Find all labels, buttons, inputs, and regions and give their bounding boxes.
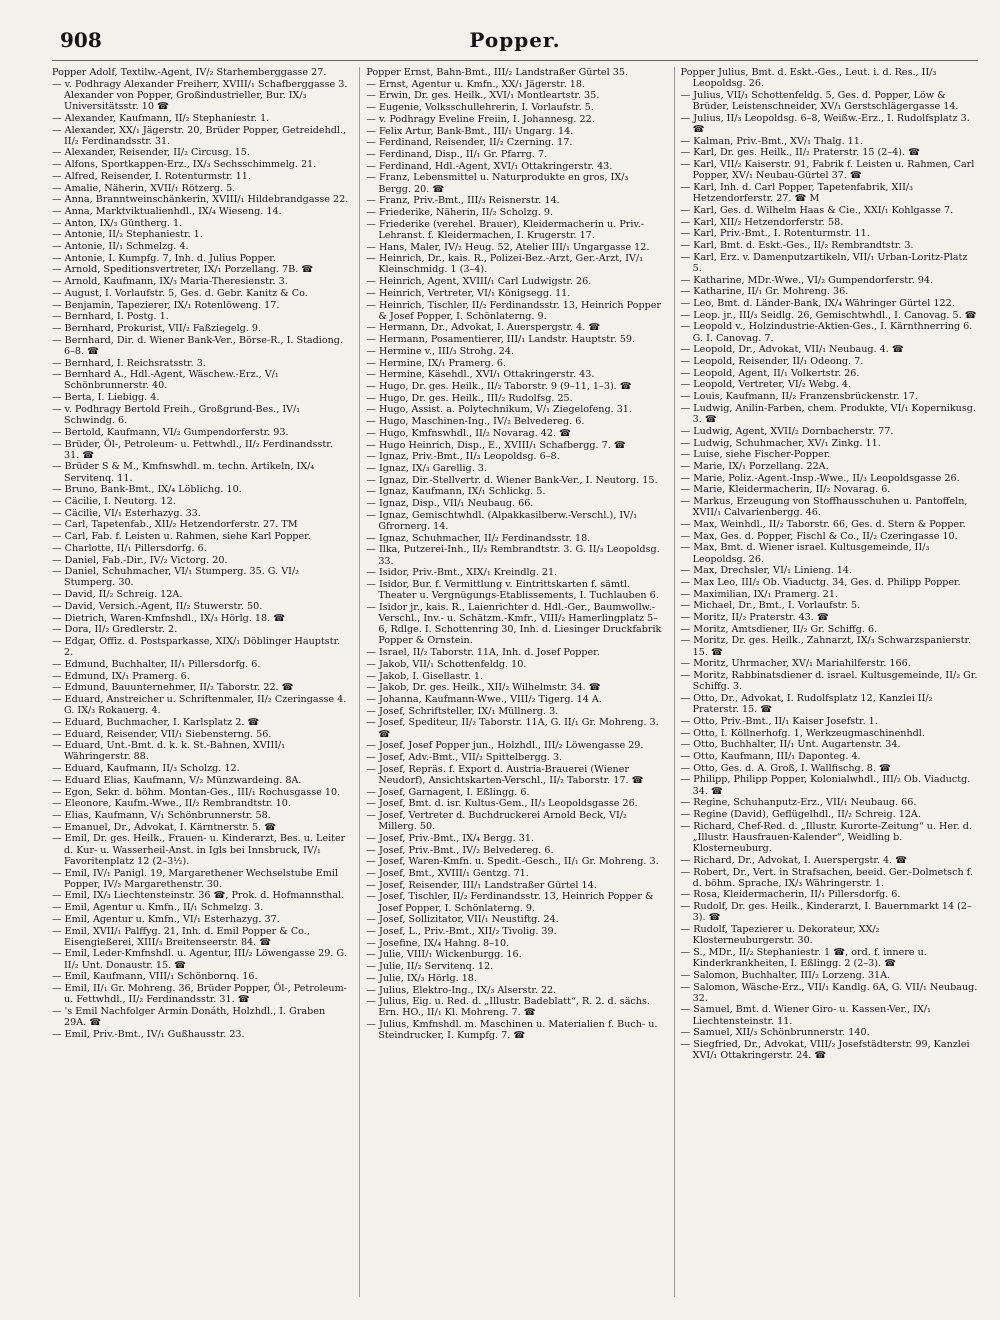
directory-entry: — S., MDr., II/₂ Stephaniestr. 1 ☎, ord. f. innere u. Kinderkrankheiten, I. Eßlingg. 2 (2–3). ☎ — [680, 946, 927, 970]
directory-entry: — Max, Bmt. d. Wiener israel. Kultusgemeinde, II/₃ Leopoldsg. 26. — [680, 542, 930, 565]
directory-entry: — Ludwig, Anilin-Farben, chem. Produkte, VI/₁ Kopernikusg. 3. ☎ — [680, 402, 976, 426]
directory-entry: — Julius, Kmfnshdl. m. Maschinen u. Materialien f. Buch- u. Steindrucker, I. Kumpfg. 7. ☎ — [366, 1019, 658, 1042]
column-left — [52, 67, 349, 1297]
column-right — [674, 67, 978, 1297]
directory-entry: — Jakob, I. Gisellastr. 1. — [366, 670, 484, 682]
directory-entry: — v. Podhragy Alexander Freiherr, XVIII/₁ Schafberggasse 3. Alexander von Popper, Großindustrieller, Bur. IX/₃ Universitätsstr. 10 ☎ — [52, 78, 348, 113]
directory-entry: Popper Ernst, Bahn-Bmt., III/₂ Landstraßer Gürtel 35. — [366, 67, 628, 78]
directory-entry: — Otto, Kaufmann, III/₁ Daponteg. 4. — [680, 750, 861, 762]
directory-entry: — Julius, Elektro-Ing., IX/₃ Alserstr. 22. — [366, 984, 557, 996]
directory-entry: — Katharine, II/₁ Gr. Mohreng. 36. — [680, 286, 849, 298]
directory-entry: — Bernhard, I. Reichsratsstr. 3. — [52, 357, 206, 369]
directory-entry: — Rosa, Kleidermacherin, II/₁ Pillersdorfg. 6. — [680, 889, 901, 901]
directory-entry: — Ignaz, Disp., VII/₁ Neubaug. 66. — [366, 498, 534, 510]
directory-entry: — Josef, Priv.-Bmt., IV/₂ Belvedereg. 6. — [366, 844, 554, 856]
directory-entry: — Elias, Kaufmann, V/₁ Schönbrunnerstr. 58. — [52, 810, 271, 821]
directory-entry: — Emil, Priv.-Bmt., IV/₁ Gußhausstr. 23. — [52, 1028, 245, 1040]
directory-entry: — Antonie, I. Kumpfg. 7, Inh. d. Julius Popper. — [52, 252, 276, 264]
directory-entry: — Bernhard, Dir. d. Wiener Bank-Ver., Börse-R., I. Stadiong. 6–8. ☎ — [52, 334, 343, 357]
directory-entry: — Josef, Schriftsteller, IX/₁ Müllnerg. 3. — [366, 705, 559, 717]
directory-entry: — Max, Ges. d. Popper, Fischl & Co., II/₂ Czeringasse 10. — [680, 530, 958, 542]
directory-entry: — Erwin, Dr. ges. Heilk., XVI/₁ Montleartstr. 35. — [366, 90, 600, 102]
directory-entry: — v. Podhragy Bertold Freih., Großgrund-Bes., IV/₁ Schwindg. 6. — [52, 403, 301, 427]
directory-entry: — Hermine v., III/₃ Strohg. 24. — [366, 345, 515, 357]
directory-entry: — Otto, Ges. d. A. Groß, I. Wallfischg. 8. ☎ — [680, 762, 891, 774]
directory-entry: — Emil, II/₁ Gr. Mohreng. 36, Brüder Popper, Öl-, Petroleum- u. Fettwhdl., II/₂ Ferdinandsstr. 31. ☎ — [52, 983, 347, 1006]
directory-entry: — Moritz, Uhrmacher, XV/₁ Mariahilferstr. 166. — [680, 658, 911, 670]
directory-entry: — Arnold, Speditionsvertreter, IX/₁ Porzellang. 7B. ☎ — [52, 264, 314, 276]
directory-entry: — Karl, Ges. d. Wilhelm Haas & Cie., XXI/₁ Kohlgasse 7. — [680, 204, 954, 216]
directory-entry: — Max, Weinhdl., II/₂ Taborstr. 66, Ges. d. Stern & Popper. — [680, 518, 966, 530]
directory-entry: — Johanna, Kaufmann-Wwe., VIII/₂ Tigerg. 14 A. — [366, 693, 602, 705]
directory-entry: — Heinrich, Vertreter, VI/₁ Königsegg. 11. — [366, 287, 571, 299]
directory-entry: — Marie, Kleidermacherin, II/₂ Novarag. 6. — [680, 484, 891, 496]
directory-entry: — Josef, Vertreter d. Buchdruckerei Arnold Beck, VI/₂ Millerg. 50. — [366, 810, 627, 833]
directory-entry: — Heinrich, Agent, XVIII/₁ Carl Ludwigstr. 26. — [366, 276, 592, 288]
page-header — [52, 28, 978, 61]
directory-entry: — Ludwig, Agent, XVII/₂ Dornbacherstr. 77. — [680, 425, 894, 437]
directory-entry: — Richard, Chef-Red. d. „Illustr. Kurorte-Zeitung“ u. Her. d. „Illustr. Hausfrauen-Kalender“, Weidling b. Klosterneuburg. — [680, 820, 972, 855]
directory-entry: — Egon, Sekr. d. böhm. Montan-Ges., III/₁ Rochusgasse 10. — [52, 786, 341, 798]
directory-entry: — Josef, Sollizitator, VII/₁ Neustiftg. 24. — [366, 914, 559, 926]
directory-entry: — Josef, Repräs. f. Export d. Austria-Brauerei (Wiener Neudorf), Ansichtskarten-Verschl., II/₂ Taborstr. 17. ☎ — [366, 763, 644, 786]
directory-entry: — Louis, Kaufmann, II/₂ Franzensbrückenstr. 17. — [680, 391, 918, 403]
directory-entry: — David, Versich.-Agent, II/₂ Stuwerstr. 50. — [52, 600, 263, 612]
directory-entry: — Moritz, II/₂ Praterstr. 43. ☎ — [680, 612, 829, 624]
directory-entry: — Alfons, Sportkappen-Erz., IX/₃ Sechsschimmelg. 21. — [52, 159, 317, 171]
directory-entry: — Ferdinand, Reisender, II/₂ Czerning. 17. — [366, 137, 573, 149]
directory-entry: — Eugenie, Volksschullehrerin, I. Vorlaufstr. 5. — [366, 102, 594, 114]
directory-entry: — Arnold, Kaufmann, IX/₃ Maria-Theresienstr. 3. — [52, 276, 288, 288]
directory-entry: — Isidor jr., kais. R., Laienrichter d. Hdl.-Ger., Baumwollw.-Verschl., Inv.- u. Schätzm.-Kmfr., VIII/₂ Hamerlingplatz 5–6, Rdlge. I. Schottenring 30, Inh. d. Liesinger Druckfabrik Popper & Ornstein. — [366, 601, 662, 647]
directory-entry: — Bruno, Bank-Bmt., IX/₄ Löblichg. 10. — [52, 484, 242, 496]
directory-entry: — Philipp, Philipp Popper, Kolonialwhdl., III/₂ Ob. Viaductg. 34. ☎ — [680, 774, 971, 797]
directory-entry: — Leopold, Vertreter, VI/₂ Webg. 4. — [680, 379, 852, 391]
directory-entry: — Robert, Dr., Vert. in Strafsachen, beeid. Ger.-Dolmetsch f. d. böhm. Sprache, IX/₃ Währingerstr. 1. — [680, 866, 973, 889]
directory-entry: — Siegfried, Dr., Advokat, VIII/₂ Josefstädterstr. 99, Kanzlei XVI/₁ Ottakringerstr. 24. ☎ — [680, 1039, 970, 1062]
directory-entry: — Bertold, Kaufmann, VI/₂ Gumpendorferstr. 93. — [52, 426, 289, 438]
directory-entry: — Emil, Leder-Kmfnshdl. u. Agentur, III/₂ Löwengasse 29. G. II/₂ Unt. Donaustr. 15. ☎ — [52, 948, 347, 971]
directory-entry: — Edgar, Offiz. d. Postsparkasse, XIX/₁ Döblinger Hauptstr. 2. — [52, 635, 341, 659]
directory-entry: — Leo, Bmt. d. Länder-Bank, IX/₄ Währinger Gürtel 122. — [680, 298, 955, 310]
directory-entry: — Benjamin, Tapezierer, IX/₁ Rotenlöweng. 17. — [52, 299, 280, 311]
directory-entry: — Josef, Tischler, II/₂ Ferdinandsstr. 13, Heinrich Popper & Josef Popper, I. Schönlaterng. 9. — [366, 891, 654, 914]
directory-entry: — Otto, Priv.-Bmt., II/₁ Kaiser Josefstr. 1. — [680, 715, 878, 727]
directory-entry: — Antonie, II/₂ Stephaniestr. 1. — [52, 229, 203, 241]
directory-entry: Popper Julius, Bmt. d. Eskt.-Ges., Leut. i. d. Res., II/₃ Leopoldsg. 26. — [680, 67, 937, 90]
directory-entry: — Carl, Tapetenfab., XII/₂ Hetzendorferstr. 27. TM — [52, 519, 298, 531]
page-number: 908 — [60, 28, 102, 52]
directory-entry: — Heinrich, Tischler, II/₂ Ferdinandsstr. 13, Heinrich Popper & Josef Popper, I. Schönlaterng. 9. — [366, 299, 661, 322]
directory-entry: — Salomon, Wäsche-Erz., VII/₁ Kandlg. 6A, G. VII/₁ Neubaug. 32. — [680, 981, 978, 1004]
directory-entry: — Josef, Garnagent, I. Eßlingg. 6. — [366, 786, 530, 798]
directory-entry: — Moritz, Dr. ges. Heilk., Zahnarzt, IX/₃ Schwarzspanierstr. 15. ☎ — [680, 635, 972, 658]
directory-entry: — Rudolf, Tapezierer u. Dekorateur, XX/₂ Klosterneuburgerstr. 30. — [680, 924, 880, 947]
directory-entry: — Regine, Schuhanputz-Erz., VII/₁ Neubaug. 66. — [680, 797, 917, 809]
directory-entry: — Friederike (verehel. Brauer), Kleidermacherin u. Priv.-Lehranst. f. Kleidermachen, I. Krugerstr. 17. — [366, 218, 645, 241]
directory-entry: — Isidor, Bur. f. Vermittlung v. Eintrittskarten f. sämtl. Theater u. Vergnügungs-Etablissements, I. Tuchlauben 6. — [366, 578, 659, 602]
directory-entry: — Max Leo, III/₂ Ob. Viaductg. 34, Ges. d. Philipp Popper. — [680, 576, 961, 588]
directory-entry: — Josef, Waren-Kmfn. u. Spedit.-Gesch., II/₁ Gr. Mohreng. 3. — [366, 856, 659, 868]
directory-entry: — Samuel, XII/₃ Schönbrunnerstr. 140. — [680, 1027, 870, 1039]
directory-entry: — Ignaz, Schuhmacher, II/₂ Ferdinandsstr. 18. — [366, 532, 591, 544]
directory-entry: — Antonie, II/₁ Schmelzg. 4. — [52, 241, 189, 253]
directory-entry: — Jakob, Dr. ges. Heilk., XII/₂ Wilhelmstr. 34. ☎ — [366, 682, 601, 694]
directory-entry: — Jakob, VII/₁ Schottenfeldg. 10. — [366, 658, 527, 670]
directory-entry: — Maximilian, IX/₁ Pramerg. 21. — [680, 588, 838, 600]
directory-entry: — Julius, VII/₁ Schottenfeldg. 5, Ges. d. Popper, Löw & Brüder, Leistenschneider, XV/₁ Gerstschlägergasse 14. — [680, 89, 959, 113]
directory-entry: — Emil, Dr. ges. Heilk., Frauen- u. Kinderarzt, Bes. u. Leiter d. Kur- u. Wasserheil-Anst. in Igls bei Innsbruck, IV/₁ Favoritenplatz 12 (2–3½). — [52, 833, 346, 867]
column-middle — [359, 67, 663, 1297]
directory-entry: — Hugo, Assist. a. Polytechnikum, V/₁ Ziegelofeng. 31. — [366, 404, 632, 416]
directory-entry: — Katharine, MDr.-Wwe., VI/₂ Gumpendorferstr. 94. — [680, 274, 934, 286]
directory-entry: — Alexander, Kaufmann, II/₂ Stephaniestr. 1. — [52, 112, 270, 124]
directory-entry: Popper Adolf, Textilw.-Agent, IV/₂ Starhemberggasse 27. — [52, 67, 327, 78]
directory-columns — [52, 67, 978, 1297]
directory-entry: — Dietrich, Waren-Kmfnshdl., IX/₃ Hörlg. 18. ☎ — [52, 612, 286, 624]
directory-entry: — Ludwig, Schuhmacher, XV/₁ Zinkg. 11. — [680, 437, 881, 449]
directory-entry: — Josef, Adv.-Bmt., VII/₂ Spittelbergg. 3. — [366, 751, 563, 763]
directory-entry: — Ignaz, Priv.-Bmt., II/₃ Leopoldsg. 6–8. — [366, 451, 560, 463]
directory-entry: — Ernst, Agentur u. Kmfn., XX/₁ Jägerstr. 18. — [366, 78, 586, 90]
directory-entry: — Julie, VIII/₁ Wickenburgg. 16. — [366, 949, 522, 961]
directory-entry: — Josef, Spediteur, II/₂ Taborstr. 11A, G. II/₁ Gr. Mohreng. 3. ☎ — [366, 717, 659, 740]
directory-entry: — Hermann, Posamentierer, III/₁ Landstr. Hauptstr. 59. — [366, 334, 636, 346]
directory-entry: — Emil, XVII/₁ Palffyg. 21, Inh. d. Emil Popper & Co., Eisengießerei, XIII/₃ Breitenseerstr. 84. ☎ — [52, 925, 310, 948]
directory-entry: — Samuel, Bmt. d. Wiener Giro- u. Kassen-Ver., IX/₁ Liechtensteinstr. 11. — [680, 1004, 931, 1027]
directory-entry: — Hermann, Dr., Advokat, I. Auerspergstr. 4. ☎ — [366, 322, 601, 334]
directory-entry: — Bernhard, Prokurist, VII/₂ Faßziegelg. 9. — [52, 322, 262, 334]
directory-entry: — Ferdinand, Disp., II/₁ Gr. Pfarrg. 7. — [366, 148, 548, 160]
directory-entry: — Josef, Priv.-Bmt., IX/₄ Bergg. 31. — [366, 832, 535, 844]
directory-entry: — Eduard, Anstreicher u. Schriftenmaler, II/₂ Czeringasse 4. G. IX/₃ Rokauerg. 4. — [52, 693, 347, 717]
directory-entry: — Cäcilie, VI/₁ Esterhazyg. 33. — [52, 507, 201, 519]
directory-entry: — Hans, Maler, IV/₂ Heug. 52, Atelier III/₁ Ungargasse 12. — [366, 241, 650, 253]
directory-entry: — Marie, IX/₁ Porzellang. 22A. — [680, 460, 829, 472]
directory-entry: — Anton, IX/₃ Güntherg. 1. — [52, 217, 183, 229]
directory-entry: — Emil, Agentur u. Kmfn., II/₁ Schmelzg. 3. — [52, 902, 264, 914]
directory-entry: — Isidor, Priv.-Bmt., XIX/₁ Kreindlg. 21. — [366, 567, 558, 579]
directory-entry: — August, I. Vorlaufstr. 5, Ges. d. Gebr. Kanitz & Co. — [52, 287, 308, 299]
directory-entry: — Carl, Fab. f. Leisten u. Rahmen, siehe Karl Popper. — [52, 531, 311, 543]
directory-entry: — Felix Artur, Bank-Bmt., III/₁ Ungarg. 14. — [366, 125, 574, 137]
directory-entry: — Eduard, Kaufmann, II/₃ Scholzg. 12. — [52, 763, 240, 775]
directory-entry: — Karl, Dr. ges. Heilk., II/₂ Praterstr. 15 (2–4). ☎ — [680, 147, 921, 159]
directory-entry: — Moritz, Rabbinatsdiener d. israel. Kultusgemeinde, II/₂ Gr. Schiffg. 3. — [680, 670, 978, 693]
directory-entry: — Friederike, Näherin, II/₂ Scholzg. 9. — [366, 206, 554, 218]
directory-entry: — Ferdinand, Hdl.-Agent, XVI/₁ Ottakringerstr. 43. — [366, 160, 613, 172]
directory-entry: — Emil, Kaufmann, VIII/₁ Schönbornq. 16. — [52, 971, 258, 983]
directory-entry: — Franz, Priv.-Bmt., III/₃ Reisnerstr. 14. — [366, 195, 560, 207]
directory-entry: — 's Emil Nachfolger Armin Donáth, Holzhdl., I. Graben 29A. ☎ — [52, 1005, 326, 1029]
directory-entry: — Moritz, Amtsdiener, II/₂ Gr. Schiffg. 6. — [680, 623, 878, 635]
directory-entry: — Emil, IV/₁ Panigl. 19, Margarethener Wechselstube Emil Popper, IV/₂ Margarethenstr. 30. — [52, 867, 338, 890]
directory-entry: — Otto, Dr., Advokat, I. Rudolfsplatz 12, Kanzlei II/₂ Praterstr. 15. ☎ — [680, 692, 933, 716]
directory-entry: — Dora, II/₂ Gredlerstr. 2. — [52, 624, 178, 636]
directory-entry: — Markus, Erzeugung von Stoffhausschuhen u. Pantoffeln, XVII/₁ Calvarienbergg. 46. — [680, 496, 968, 519]
directory-entry: — Josefine, IX/₄ Hahng. 8–10. — [366, 937, 510, 949]
directory-entry: — David, II/₂ Schreig. 12A. — [52, 589, 183, 601]
directory-entry: — Edmund, Buchhalter, II/₁ Pillersdorfg. 6. — [52, 658, 261, 670]
directory-entry: — Alfred, Reisender, I. Rotenturmstr. 11. — [52, 170, 251, 182]
directory-entry: — Julius, II/₃ Leopoldsg. 6–8, Weißw.-Erz., I. Rudolfsplatz 3. ☎ — [680, 112, 970, 136]
directory-entry: — Charlotte, II/₁ Pillersdorfg. 6. — [52, 542, 207, 554]
directory-entry: — Otto, Buchhalter, II/₁ Unt. Augartenstr. 34. — [680, 739, 901, 751]
directory-entry: — Daniel, Fab.-Dir., IV/₂ Victorg. 20. — [52, 554, 228, 566]
directory-entry: — Berta, I. Liebigg. 4. — [52, 392, 160, 404]
directory-entry: — Josef, Bmt., XVIII/₁ Gentzg. 71. — [366, 868, 529, 880]
directory-entry: — Emanuel, Dr., Advokat, I. Kärntnerstr. 5. ☎ — [52, 821, 277, 833]
directory-entry: — Leopold v., Holzindustrie-Aktien-Ges., I. Kärnthnerring 6. G. I. Canovag. 7. — [680, 321, 973, 344]
directory-entry: — Ignaz, Kaufmann, IX/₁ Schlickg. 5. — [366, 486, 546, 498]
directory-entry: — Hugo, Kmfnswhdl., II/₂ Novarag. 42. ☎ — [366, 427, 572, 439]
directory-entry: — Cäcilie, I. Neutorg. 12. — [52, 496, 176, 508]
directory-entry: — Leopold, Reisender, II/₁ Odeong. 7. — [680, 356, 864, 368]
directory-entry: — Marie, Poliz.-Agent.-Insp.-Wwe., II/₃ Leopoldsgasse 26. — [680, 472, 960, 484]
running-title: Popper. — [469, 28, 561, 52]
directory-entry: — Karl, Bmt. d. Eskt.-Ges., II/₂ Rembrandtstr. 3. — [680, 240, 914, 252]
directory-entry: — Josef, L., Priv.-Bmt., XII/₂ Tivolig. 39. — [366, 926, 557, 938]
directory-entry: — Karl, Inh. d. Carl Popper, Tapetenfabrik, XII/₃ Hetzendorferstr. 27. ☎ M — [680, 182, 913, 205]
directory-entry: — Israel, II/₂ Taborstr. 11A, Inh. d. Josef Popper. — [366, 647, 600, 659]
directory-entry: — Josef, Reisender, III/₁ Landstraßer Gürtel 14. — [366, 879, 597, 891]
directory-entry: — Bernhard, I. Postg. 1. — [52, 311, 169, 323]
directory-entry: — Regine (David), Geflügelhdl., II/₂ Schreig. 12A. — [680, 809, 921, 820]
directory-entry: — Ignaz, Gemischtwhdl. (Alpakkasilberw.-Verschl.), IV/₁ Gfrornerg. 14. — [366, 509, 638, 532]
directory-entry: — Amalie, Näherin, XVII/₁ Rötzerg. 5. — [52, 182, 236, 194]
directory-entry: — Eduard, Unt.-Bmt. d. k. k. St.-Bahnen, XVIII/₁ Währingerstr. 88. — [52, 740, 286, 763]
directory-entry: — Karl, XII/₂ Hetzendorferstr. 58. — [680, 216, 844, 228]
directory-entry: — Emil, Agentur u. Kmfn., VI/₁ Esterhazyg. 37. — [52, 913, 280, 925]
directory-entry: — Luise, siehe Fischer-Popper. — [680, 449, 831, 461]
directory-entry: — Leopold, Dr., Advokat, VII/₁ Neubaug. 4. ☎ — [680, 344, 904, 356]
directory-entry: — Eduard, Reisender, VII/₁ Siebensterng. 56. — [52, 728, 272, 740]
directory-entry: — Leop. jr., III/₃ Seidlg. 26, Gemischtwhdl., I. Canovag. 5. ☎ — [680, 309, 977, 321]
directory-entry: — Alexander, Reisender, II/₂ Circusg. 15. — [52, 147, 250, 159]
directory-entry: — Hugo, Maschinen-Ing., IV/₂ Belvedereg. 6. — [366, 416, 585, 428]
directory-entry: — Hugo, Dr. ges. Heilk., II/₂ Taborstr. 9 (9–11, 1–3). ☎ — [366, 380, 632, 392]
directory-entry: — Heinrich, Dr., kais. R., Polizei-Bez.-Arzt, Ger.-Arzt, IV/₁ Kleinschmidg. 1 (3–4). — [366, 253, 644, 276]
directory-entry: — Otto, I. Köllnerhofg. 1, Werkzeugmaschinenhdl. — [680, 727, 925, 739]
directory-entry: — Ignaz, Dir.-Stellvertr. d. Wiener Bank-Ver., I. Neutorg. 15. — [366, 474, 658, 486]
directory-entry: — Hugo, Dr. ges. Heilk., III/₂ Rudolfsg. 25. — [366, 392, 573, 404]
directory-entry: — Alexander, XX/₁ Jägerstr. 20, Brüder Popper, Getreidehdl., II/₂ Ferdinandsstr. 31. — [52, 124, 347, 147]
directory-entry: — Karl, Priv.-Bmt., I. Rotenturmstr. 11. — [680, 228, 870, 240]
directory-entry: — Eduard Elias, Kaufmann, V/₂ Münzwardeing. 8A. — [52, 774, 302, 786]
directory-entry: — Ilka, Putzerei-Inh., II/₂ Rembrandtstr. 3. G. II/₃ Leopoldsg. 33. — [366, 544, 660, 567]
directory-entry: — v. Podhragy Eveline Freiin, I. Johannesg. 22. — [366, 113, 595, 125]
directory-entry: — Julie, II/₂ Servitenq. 12. — [366, 961, 494, 973]
directory-entry: — Richard, Dr., Advokat, I. Auerspergstr. 4. ☎ — [680, 854, 908, 866]
directory-entry: — Eleonore, Kaufm.-Wwe., II/₂ Rembrandtstr. 10. — [52, 798, 291, 810]
directory-entry: — Rudolf, Dr. ges. Heilk., Kinderarzt, I. Bauernmarkt 14 (2–3). ☎ — [680, 901, 972, 924]
directory-entry: — Ignaz, IX/₃ Garellig. 3. — [366, 462, 487, 474]
directory-entry: — Michael, Dr., Bmt., I. Vorlaufstr. 5. — [680, 600, 861, 612]
directory-entry: — Leopold, Agent, II/₁ Volkertstr. 26. — [680, 367, 860, 379]
directory-entry: — Anna, Branntweinschänkerin, XVIII/₁ Hildebrandgasse 22. — [52, 194, 349, 206]
directory-entry: — Kalman, Priv.-Bmt., XV/₁ Thalg. 11. — [680, 135, 863, 147]
directory-entry: — Hermine, IX/₁ Pramerg. 6. — [366, 357, 506, 369]
directory-entry: — Eduard, Buchmacher, I. Karlsplatz 2. ☎ — [52, 716, 260, 728]
directory-entry: — Hugo Heinrich, Disp., E., XVIII/₁ Schafbergg. 7. ☎ — [366, 439, 626, 451]
directory-entry: — Edmund, Bauunternehmer, II/₂ Taborstr. 22. ☎ — [52, 682, 294, 694]
directory-entry: — Bernhard A., Hdl.-Agent, Wäschew.-Erz., V/₁ Schönbrunnerstr. 40. — [52, 369, 279, 392]
directory-entry: — Max, Drechsler, VI/₁ Linieng. 14. — [680, 565, 853, 577]
directory-entry: — Emil, IX/₃ Liechtensteinstr. 36 ☎, Prok. d. Hofmannsthal. — [52, 890, 345, 902]
directory-entry: — Anna, Marktviktualienhdl., IX/₄ Wieseng. 14. — [52, 205, 282, 217]
directory-entry: — Julius, Eig. u. Red. d. „Illustr. Badeblatt“, R. 2. d. sächs. Ern. HO., II/₁ Kl. Mohreng. 7. ☎ — [366, 996, 650, 1019]
directory-entry: — Julie, IX/₃ Hörlg. 18. — [366, 972, 477, 984]
directory-entry: — Franz, Lebensmittel u. Naturprodukte en gros, IX/₃ Bergg. 20. ☎ — [366, 172, 629, 195]
directory-entry: — Brüder, Öl-, Petroleum- u. Fettwhdl., II/₂ Ferdinandsstr. 31. ☎ — [52, 438, 333, 461]
directory-entry: — Karl, Erz. v. Damenputzartikeln, VII/₁ Urban-Loritz-Platz 5. — [680, 251, 968, 274]
directory-entry: — Josef, Bmt. d. isr. Kultus-Gem., II/₃ Leopoldsgasse 26. — [366, 798, 638, 810]
directory-entry: — Salomon, Buchhalter, III/₂ Lorzeng. 31A. — [680, 969, 891, 981]
directory-entry: — Josef, Josef Popper jun., Holzhdl., III/₂ Löwengasse 29. — [366, 740, 644, 752]
directory-entry: — Brüder S & M., Kmfnswhdl. m. techn. Artikeln, IX/₄ Servitenq. 11. — [52, 461, 315, 484]
directory-entry: — Karl, VII/₂ Kaiserstr. 91, Fabrik f. Leisten u. Rahmen, Carl Popper, XV/₁ Neubau-Gürtel 37. ☎ — [680, 159, 975, 182]
directory-entry: — Daniel, Schuhmacher, VI/₁ Stumperg. 35. G. VI/₂ Stumperg. 30. — [52, 566, 300, 589]
directory-entry: — Hermine, Käsehdl., XVI/₁ Ottakringerstr. 43. — [366, 369, 595, 381]
directory-entry: — Edmund, IX/₁ Pramerg. 6. — [52, 670, 190, 682]
